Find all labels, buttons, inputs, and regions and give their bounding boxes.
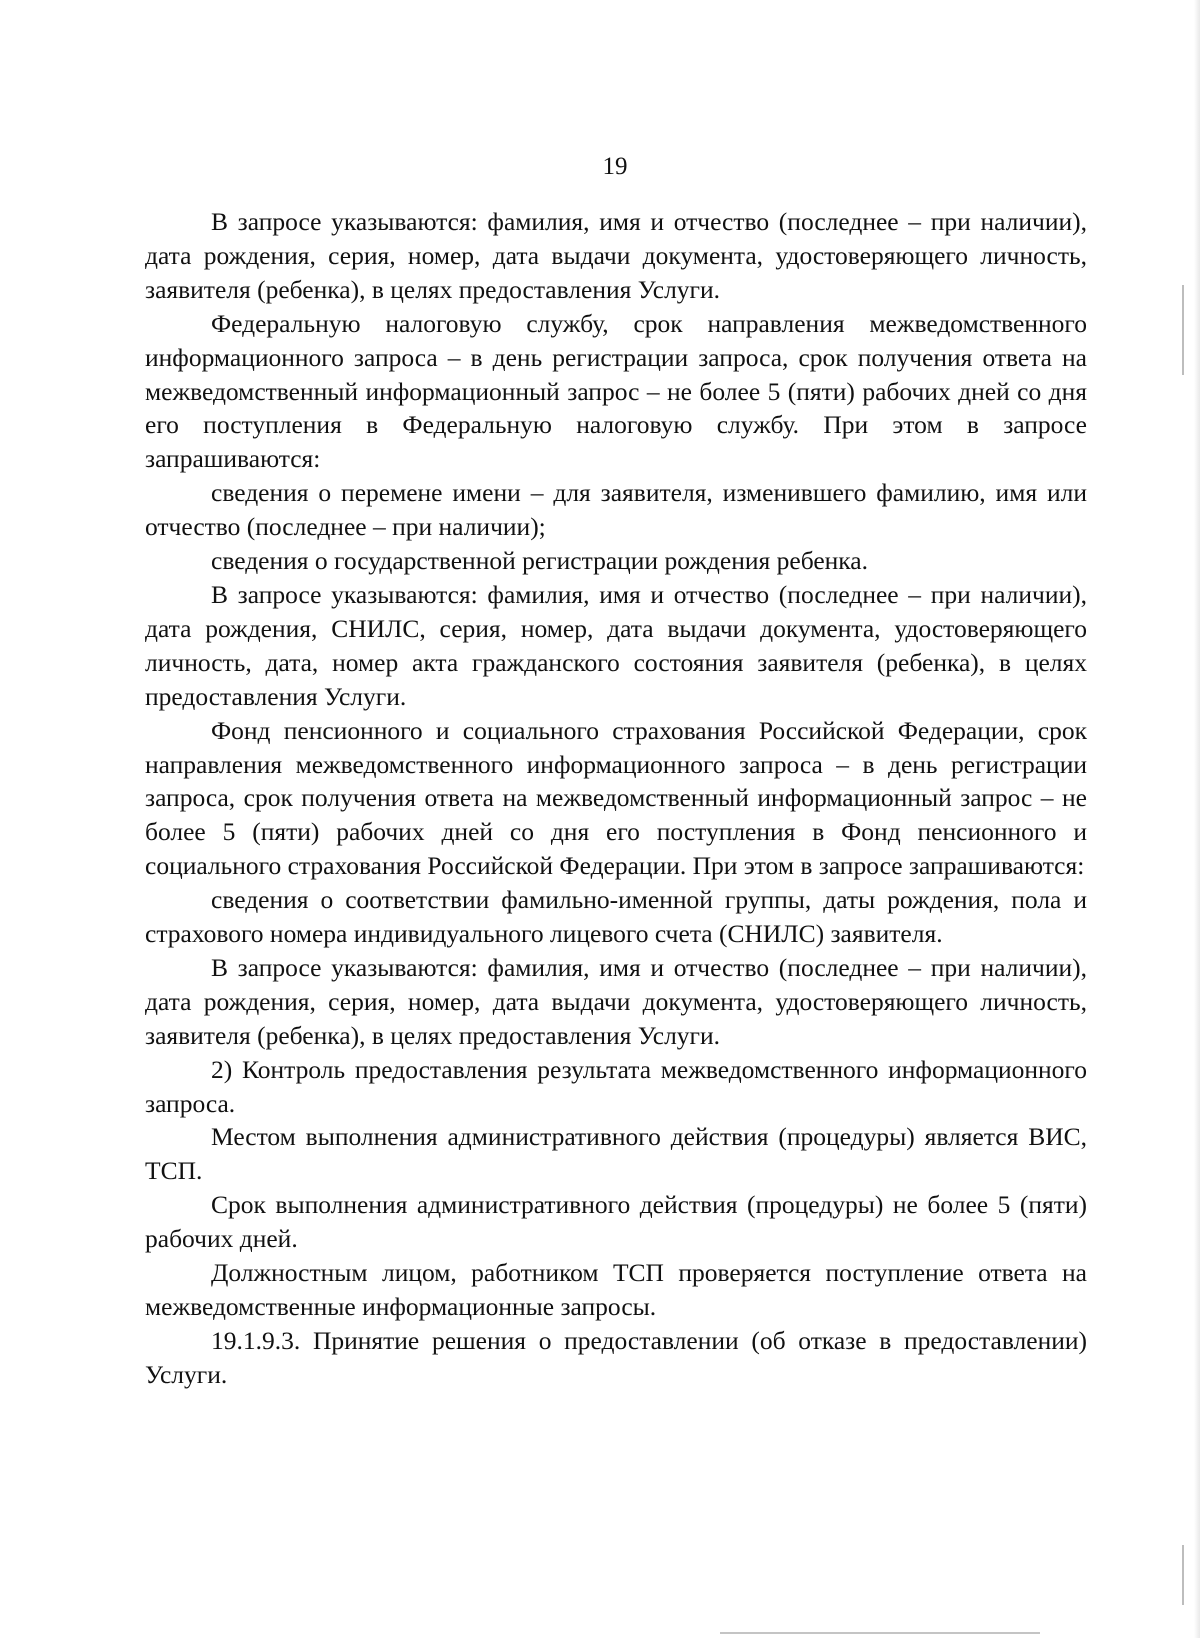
paragraph-snils-check: сведения о соответствии фамильно-именной группы, даты рождения, пола и страхового номера индивидуального лицевого счета (СНИЛС) заявителя. — [145, 885, 1087, 949]
paragraph-request-fields-2: В запросе указываются: фамилия, имя и отчество (последнее – при наличии), дата рождения, СНИЛС, серия, номер, дата выдачи документа, удостоверяющего личность, дата, номер акта гражданского состояния заявителя (ребенка), в целях предоставления Услуги. — [145, 579, 1087, 711]
paragraph-tax-service: Федеральную налоговую службу, срок направления межведомственного информационного запроса – в день регистрации запроса, срок получения ответа на межведомственный информационный запрос – не более 5 (пяти) рабочих дней со дня его поступления в Федеральную налоговую службу. При этом в запросе запрашиваются: — [145, 308, 1087, 474]
scan-bottom-mark — [720, 1632, 1040, 1634]
paragraph-place: Местом выполнения административного действия (процедуры) является ВИС, ТСП. — [145, 1122, 1087, 1186]
paragraph-decision: 19.1.9.3. Принятие решения о предоставлении (об отказе в предоставлении) Услуги. — [145, 1325, 1087, 1389]
paragraph-request-fields-1: В запросе указываются: фамилия, имя и отчество (последнее – при наличии), дата рождения, серия, номер, дата выдачи документа, удостоверяющего личность, заявителя (ребенка), в целях предоставления Услуги. — [145, 207, 1087, 304]
scan-edge-mark — [1182, 285, 1184, 375]
paragraph-birth-registration: сведения о государственной регистрации рождения ребенка. — [211, 546, 868, 576]
paragraph-name-change: сведения о перемене имени – для заявителя, изменившего фамилию, имя или отчество (последнее – при наличии); — [145, 478, 1087, 542]
document-body — [145, 205, 1087, 1392]
page-number: 19 — [602, 153, 628, 180]
paragraph-official: Должностным лицом, работником ТСП проверяется поступление ответа на межведомственные информационные запросы. — [145, 1258, 1087, 1321]
paragraph-term: Срок выполнения административного действия (процедуры) не более 5 (пяти) рабочих дней. — [145, 1190, 1087, 1254]
scan-edge-shadow — [1194, 0, 1200, 1638]
paragraph-request-fields-3: В запросе указываются: фамилия, имя и отчество (последнее – при наличии), дата рождения, серия, номер, дата выдачи документа, удостоверяющего личность, заявителя (ребенка), в целях предоставления Услуги. — [145, 952, 1087, 1050]
paragraph-pension-fund: Фонд пенсионного и социального страхования Российской Федерации, срок направления межведомственного информационного запроса – в день регистрации запроса, срок получения ответа на межведомственный информационный запрос – не более 5 (пяти) рабочих дней со дня его поступления в Фонд пенсионного и социального страхования Российской Федерации. При этом в запросе запрашиваются: — [145, 715, 1087, 881]
paragraph-control: 2) Контроль предоставления результата межведомственного информационного запроса. — [145, 1054, 1087, 1118]
scan-edge-mark — [1182, 1545, 1184, 1605]
